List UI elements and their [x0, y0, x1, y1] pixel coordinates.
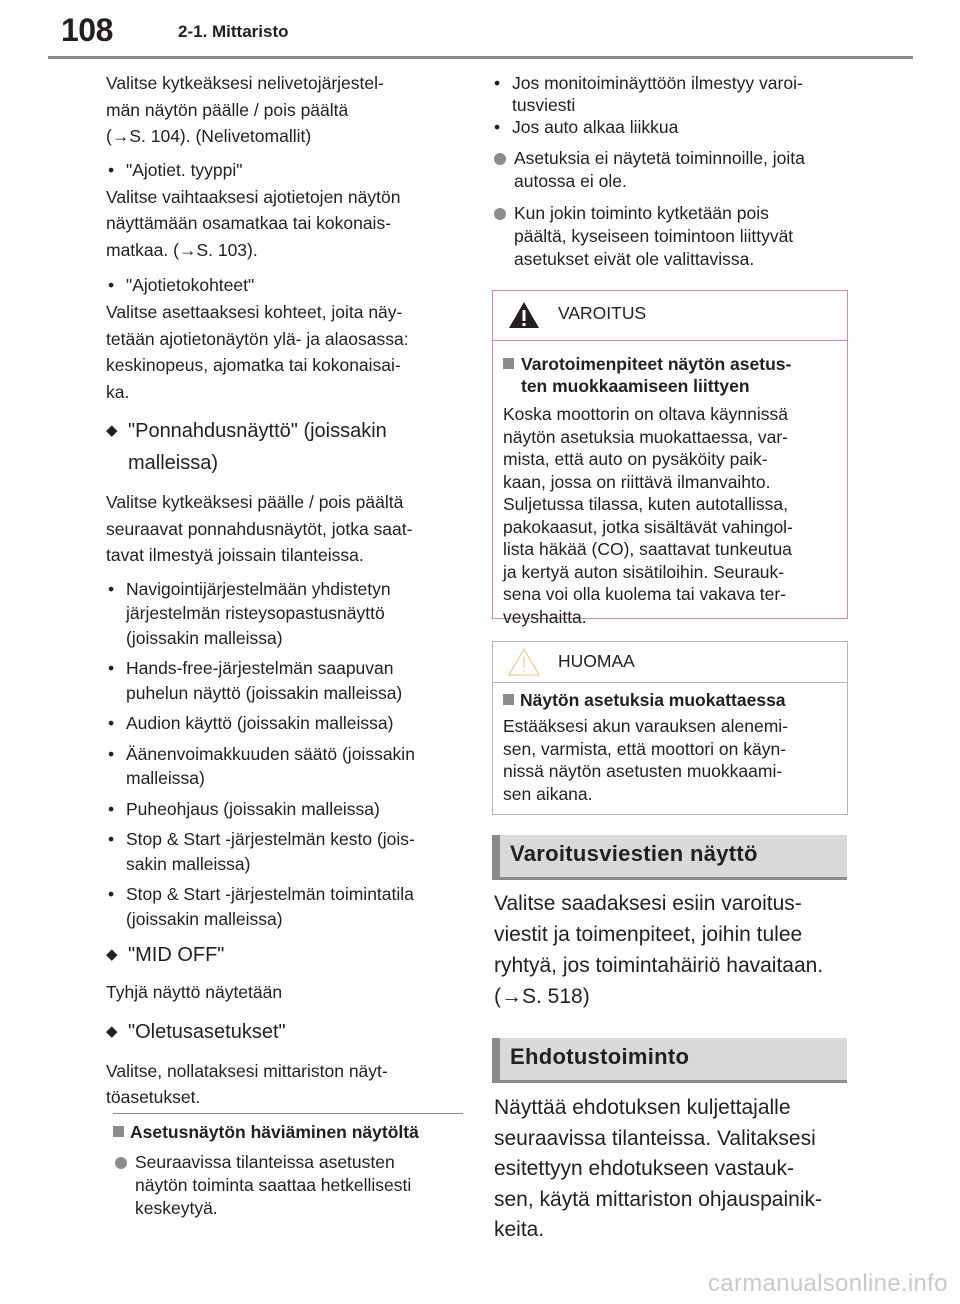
popup-list [106, 577, 466, 932]
warning-subheading: Varotoimenpiteet näytön asetus- ten muokkaamiseen liittyen [503, 353, 837, 397]
text-line: seuraavat ponnahdusnäytöt, jotka saat- [106, 518, 413, 539]
section1-paragraph: Valitse saadaksesi esiin varoitus- viestit ja toimenpiteet, joihin tulee ryhtyä, jos toimintahäiriö havaitaan. (→S. 518) [494, 892, 824, 1008]
notice-box [492, 641, 848, 815]
warning-header [493, 291, 847, 341]
midoff-text: Tyhjä näyttö näytetään [106, 982, 283, 1002]
text-line: ka. [106, 381, 130, 402]
square-icon [503, 694, 514, 705]
warning-title: VAROITUS [558, 303, 647, 323]
watermark: carmanualsonline.info [708, 1270, 948, 1297]
section2-paragraph: Näyttää ehdotuksen kuljettajalle seuraavissa tilanteissa. Valitaksesi esitettyyn ehdotukseen vastauk- sen, käytä mittariston ohjauspainik- keita. [494, 1096, 822, 1241]
warning-triangle-icon [507, 300, 541, 330]
circle-item: Kun jokin toiminto kytketään pois päältä, kyseiseen toimintoon liittyvät asetukset eivät ole valittavissa. [492, 202, 852, 271]
list-item: • Navigointijärjestelmään yhdistetyn järjestelmän risteysopastusnäyttö (joissakin malleissa) [106, 577, 466, 651]
text-line: töasetukset. [106, 1087, 201, 1107]
text-line: keskinopeus, ajomatka tai kokonaisai- [106, 355, 401, 375]
text-line: Valitse kytkeäksesi nelivetojärjestel- [106, 73, 384, 93]
left-column [106, 70, 466, 1111]
midoff-heading: ◆ "MID OFF" [106, 939, 466, 971]
text-line: Valitse vaihtaaksesi ajotietojen näytön [106, 186, 401, 207]
notice-header [493, 642, 847, 683]
list-item: • Puheohjaus (joissakin malleissa) [106, 797, 466, 822]
list-item: • Stop & Start -järjestelmän toimintatila (joissakin malleissa) [106, 882, 466, 931]
text-line: matkaa. (→S. 103). [106, 239, 258, 260]
list-item: • Jos auto alkaa liikkua [492, 116, 852, 138]
text-line: näyttämään osamatkaa tai kokonais- [106, 213, 392, 233]
text-line: ◆ "Ponnahdusnäyttö" (joissakin [128, 420, 387, 442]
header-rule [48, 56, 913, 59]
note-block [113, 1121, 465, 1220]
section-heading-suggestion: Ehdotustoiminto [492, 1038, 847, 1080]
notice-body: Estääksesi akun varauksen alenemi- sen, varmista, että moottori on käyn- nissä näytön asetusten muokkaami- sen aikana. [503, 716, 789, 804]
text-line: Valitse asettaaksesi kohteet, joita näy- [106, 302, 403, 322]
oletus-paragraph [106, 1058, 466, 1111]
page-number: 108 [61, 12, 113, 48]
notice-title: HUOMAA [558, 651, 635, 671]
square-icon [113, 1126, 124, 1137]
text-line: tavat ilmestyä joissain tilanteissa. [106, 545, 364, 565]
text-line: män näytön päälle / pois päältä [106, 99, 349, 120]
notice-subheading: Näytön asetuksia muokattaessa [503, 689, 837, 711]
popup-heading [106, 415, 466, 479]
text-line: (→S. 104). (Nelivetomallit) [106, 126, 312, 146]
section-title: 2-1. Mittaristo [178, 22, 289, 41]
ajotiet-paragraph [106, 184, 466, 264]
caution-triangle-icon [507, 647, 541, 677]
text-line: malleissa) [128, 452, 219, 474]
list-item: • Äänenvoimakkuuden säätö (joissakin malleissa) [106, 742, 466, 791]
warning-box [492, 290, 848, 627]
list-item: • Hands-free-järjestelmän saapuvan puhelun näyttö (joissakin malleissa) [106, 656, 466, 705]
kohteet-paragraph [106, 299, 466, 405]
section-heading-warnings: Varoitusviestien näyttö [492, 835, 847, 877]
circle-item: Asetuksia ei näytetä toiminnoille, joita autossa ei ole. [492, 147, 852, 193]
bullet-ajotiet: • "Ajotiet. tyyppi" [106, 156, 466, 184]
list-item: • Stop & Start -järjestelmän kesto (jois- sakin malleissa) [106, 827, 466, 876]
bullet-kohteet: • "Ajotietokohteet" [106, 271, 466, 299]
intro-paragraph [106, 70, 466, 150]
warning-body: Koska moottorin on oltava käynnissä näytön asetuksia muokattaessa, var- mista, että auto on pysäköity paik- kaan, jossa on riittävä ilmanvaihto. Suljetussa tilassa, kuten autotallissa, pakokaasut, jotka sisältävät vahingol- lista häkää (CO), saattavat tunkeutua ja kertyä auton sisätiloihin. Seurauk- sena voi olla kuolema tai vakava ter- veyshaitta. [503, 404, 793, 627]
list-item: • Jos monitoiminäyttöön ilmestyy varoi- tusviesti [492, 72, 852, 116]
text-line: Valitse kytkeäksesi päälle / pois päältä [106, 492, 404, 512]
note-item: Seuraavissa tilanteissa asetusten näytön toiminta saattaa hetkellisesti keskeytyä. [113, 1151, 465, 1220]
note-heading: Asetusnäytön häviäminen näytöltä [113, 1121, 465, 1143]
list-item: • Audion käyttö (joissakin malleissa) [106, 711, 466, 736]
oletus-heading: ◆ "Oletusasetukset" [106, 1016, 466, 1048]
text-line: tetään ajotietonäytön ylä- ja alaosassa: [106, 328, 409, 349]
note-divider [113, 1113, 463, 1114]
text-line: Valitse, nollataksesi mittariston näyt- [106, 1060, 388, 1081]
popup-paragraph [106, 489, 466, 569]
square-icon [503, 358, 514, 369]
right-top [492, 72, 852, 271]
